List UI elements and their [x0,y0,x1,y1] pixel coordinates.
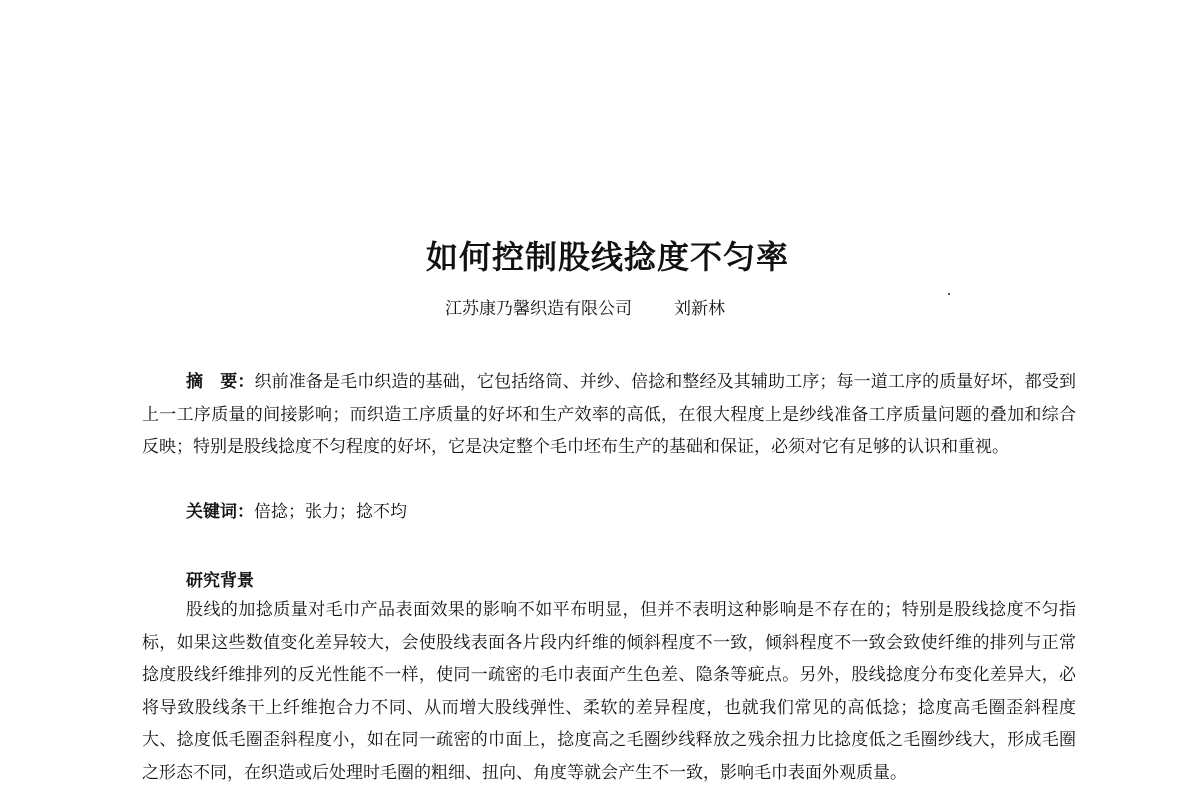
author: 刘新林 [674,299,725,319]
section-heading: 研究背景 [186,571,254,591]
abstract-text: 织前准备是毛巾织造的基础，它包括络筒、并纱、倍捻和整经及其辅助工序；每一道工序的质量好坏，都受到上一工序质量的间接影响；而织造工序质量的好坏和生产效率的高低，在很大程度上是纱线准备工序质量问题的叠加和综合反映；特别是股线捻度不匀程度的好坏，它是决定整个毛巾坯布生产的基础和保证，必须对它有足够的认识和重视。 [142,372,1077,458]
keywords-label: 关键词： [186,502,254,522]
abstract-paragraph [142,366,1076,464]
byline [445,294,725,319]
abstract [142,366,1076,464]
section-paragraph: 股线的加捻质量对毛巾产品表面效果的影响不如平布明显，但并不表明这种影响是不存在的；特别是股线捻度不匀指标，如果这些数值变化差异较大，会使股线表面各片段内纤维的倾斜程度不一致，倾斜程度不一致会致使纤维的排列与正常捻度股线纤维排列的反光性能不一样，使同一疏密的毛巾表面产生色差、隐条等疵点。另外，股线捻度分布变化差异大，必将导致股线条干上纤维抱合力不同、从而增大股线弹性、柔软的差异程度，也就我们常见的高低捻；捻度高毛圈歪斜程度大、捻度低毛圈歪斜程度小，如在同一疏密的巾面上，捻度高之毛圈纱线释放之残余扭力比捻度低之毛圈纱线大，形成毛圈之形态不同，在织造或后处理时毛圈的粗细、扭向、角度等就会产生不一致，影响毛巾表面外观质量。 [142,600,1076,783]
affiliation: 江苏康乃馨织造有限公司 [445,299,632,319]
keywords [186,497,407,522]
paper-title: 如何控制股线捻度不匀率 [425,238,789,276]
keywords-text: 倍捻；张力；捻不均 [254,502,407,522]
abstract-label: 摘 要： [186,372,255,392]
scan-speck [948,293,950,295]
section-body [142,594,1076,790]
